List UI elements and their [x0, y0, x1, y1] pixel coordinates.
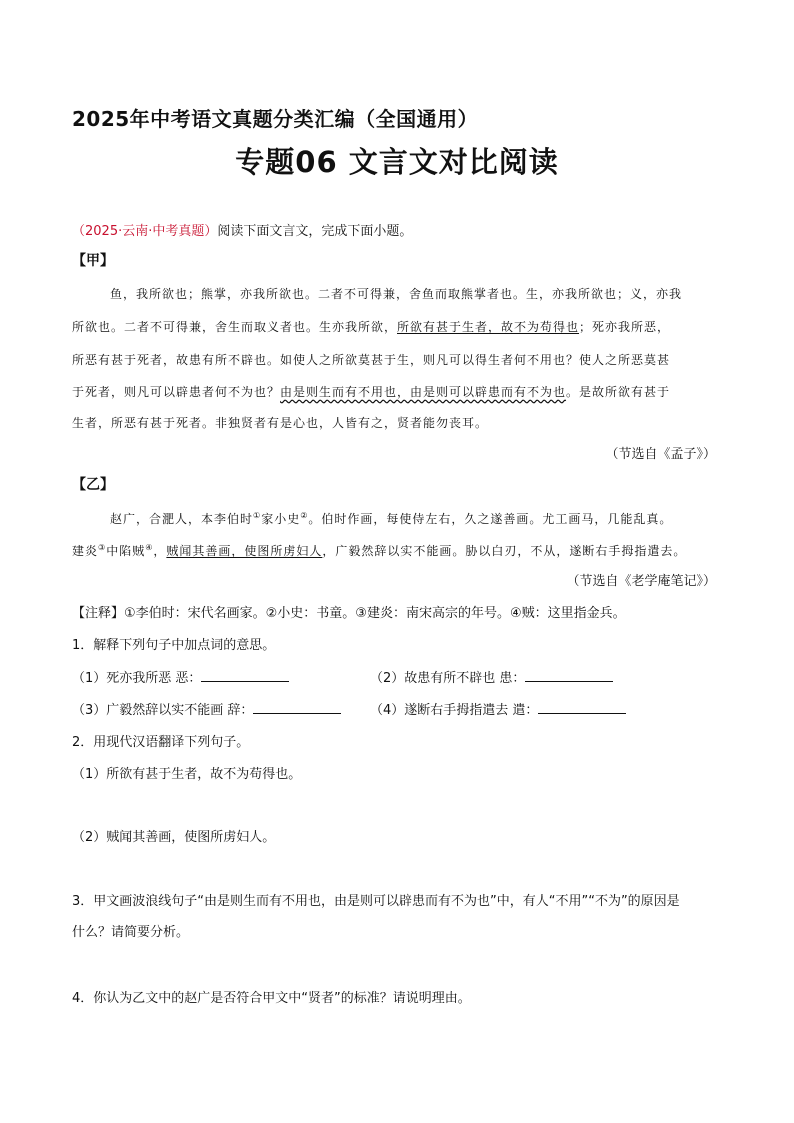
question-2-item-1: （1）所欲有甚于生者，故不为苟得也。: [72, 767, 302, 782]
question-2-item-2: （2）贼闻其善画，使图所虏妇人。: [72, 830, 276, 845]
yi-text: 中陷贼: [106, 544, 146, 558]
yi-text: ，广毅然辞以实不能画。胁以白刃，不从，遂断右手拇指遣去。: [322, 544, 687, 558]
yi-citation: （节选自《老学庵笔记》）: [566, 574, 716, 589]
note-marker: ②: [300, 511, 309, 520]
jia-line-2: [72, 318, 670, 335]
item-text: （3）广毅然辞以实不能画 辞：: [72, 703, 254, 718]
jia-text: 。是故所欲有甚于: [566, 385, 671, 399]
question-1-item-3: [72, 699, 341, 718]
jia-line-4: [72, 383, 670, 400]
question-1-item-1: [72, 667, 289, 686]
jia-text: 所欲也。二者不可得兼，舍生而取义者也。生亦我所欲，: [72, 320, 398, 334]
source-instruction: 阅读下面文言文，完成下面小题。: [217, 224, 413, 239]
question-3-line-1: 3．甲文画波浪线句子“由是则生而有不用也，由是则可以辟患而有不为也”中，有人“不用”“不为”的原因是: [72, 894, 680, 909]
yi-text: 家小史: [261, 512, 301, 526]
section-label-yi: 【乙】: [72, 477, 114, 493]
question-1-item-2: [370, 667, 613, 686]
answer-blank[interactable]: [253, 701, 341, 714]
jia-text: 于死者，则凡可以辟患者何不为也？: [72, 385, 281, 399]
answer-blank[interactable]: [538, 701, 626, 714]
jia-line-3: 所恶有甚于死者，故患有所不辟也。如使人之所欲莫甚于生，则凡可以得生者何不用也？使人之所恶莫甚: [72, 353, 671, 367]
yi-text: 。伯时作画，每使侍左右，久之遂善画。尤工画马，几能乱真。: [308, 512, 673, 526]
answer-blank[interactable]: [201, 669, 289, 682]
yi-line-2: [72, 542, 686, 559]
yi-line-1: [110, 510, 672, 527]
yi-text: ，: [153, 544, 167, 558]
item-text: （4）遂断右手拇指遣去 遣：: [370, 703, 539, 718]
question-2-stem: 2．用现代汉语翻译下列句子。: [72, 735, 250, 750]
question-1-item-4: [370, 699, 626, 718]
note-marker: ①: [253, 511, 262, 520]
yi-text: 建炎: [72, 544, 99, 558]
jia-underlined-sentence: 所欲有甚于生者，故不为苟得也: [397, 320, 580, 334]
yi-underlined-sentence: 贼闻其善画，使图所虏妇人: [166, 544, 323, 558]
note-marker: ③: [98, 543, 107, 552]
note-marker: ④: [145, 543, 154, 552]
answer-blank[interactable]: [525, 669, 613, 682]
page-subtitle: 专题06 文言文对比阅读: [235, 145, 559, 179]
question-3-line-2: 什么？请简要分析。: [72, 925, 190, 940]
jia-wavy-sentence: 由是则生而有不用也，由是则可以辟患而有不为也: [280, 385, 567, 399]
item-text: （1）死亦我所恶 恶：: [72, 671, 202, 686]
jia-line-5: 生者，所恶有甚于死者。非独贤者有是心也，人皆有之，贤者能勿丧耳。: [72, 416, 489, 430]
annotation-notes: 【注释】①李伯时：宋代名画家。②小史：书童。③建炎：南宋高宗的年号。④贼：这里指金兵。: [72, 606, 626, 621]
yi-text: 赵广，合淝人，本李伯时: [110, 512, 254, 526]
jia-citation: （节选自《孟子》）: [605, 447, 716, 462]
item-text: （2）故患有所不辟也 患：: [370, 671, 526, 686]
question-1-stem: 1．解释下列句子中加点词的意思。: [72, 638, 276, 653]
source-line: [72, 220, 412, 239]
jia-text: ；死亦我所恶，: [579, 320, 671, 334]
page-title: 2025年中考语文真题分类汇编（全国通用）: [72, 107, 479, 131]
source-tag: （2025·云南·中考真题）: [72, 224, 218, 239]
jia-line-1: 鱼，我所欲也；熊掌，亦我所欲也。二者不可得兼，舍鱼而取熊掌者也。生，亦我所欲也；义，亦我: [110, 287, 683, 301]
section-label-jia: 【甲】: [72, 253, 114, 269]
question-4-stem: 4．你认为乙文中的赵广是否符合甲文中“贤者”的标准？请说明理由。: [72, 991, 471, 1006]
